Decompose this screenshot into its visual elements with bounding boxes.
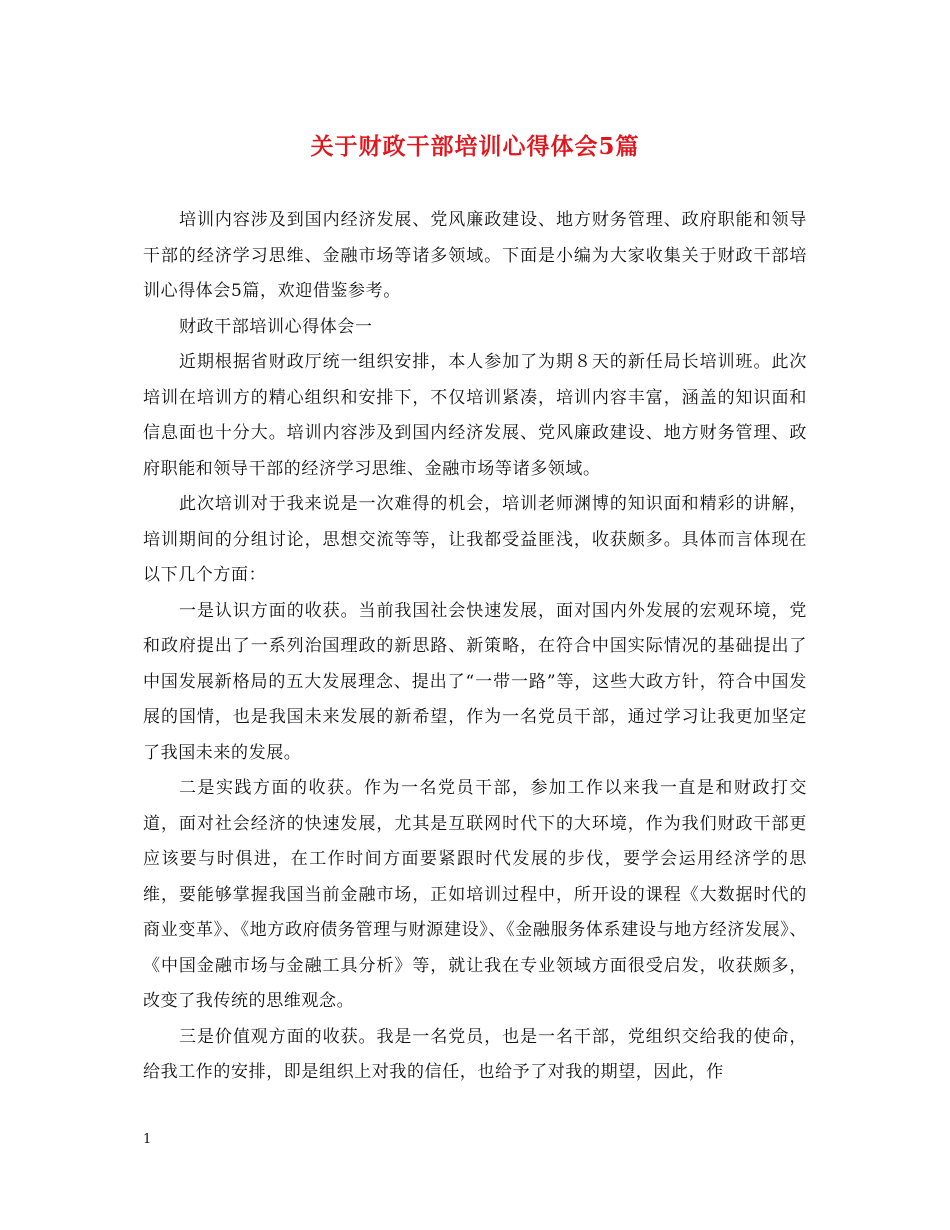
body-paragraph: 此次培训对于我来说是一次难得的机会，培训老师渊博的知识面和精彩的讲解，培训期间的分组讨论，思想交流等等，让我都受益匪浅，收获颇多。具体而言体现在以下几个方面：	[143, 494, 807, 585]
body-paragraph: 一是认识方面的收获。当前我国社会快速发展，面对国内外发展的宏观环境，党和政府提出了一系列治国理政的新思路、新策略，在符合中国实际情况的基础提出了中国发展新格局的五大发展理念、提出了“一带一路”等，这些大政方针，符合中国发展的国情，也是我国未来发展的新希望，作为一名党员干部，通过学习让我更加坚定了我国未来的发展。	[143, 600, 807, 763]
body-paragraph: 三是价值观方面的收获。我是一名党员，也是一名干部，党组织交给我的使命，给我工作的安排，即是组织上对我的信任，也给予了对我的期望，因此，作	[143, 1026, 807, 1082]
section-heading: 财政干部培训心得体会一	[179, 316, 373, 337]
page-number: 1	[143, 1132, 152, 1147]
document-body	[143, 203, 807, 1091]
body-paragraph: 二是实践方面的收获。作为一名党员干部，参加工作以来我一直是和财政打交道，面对社会经济的快速发展，尤其是互联网时代下的大环境，作为我们财政干部更应该要与时俱进，在工作时间方面要紧跟时代发展的步伐，要学会运用经济学的思维，要能够掌握我国当前金融市场，正如培训过程中，所开设的课程《大数据时代的商业变革》、《地方政府债务管理与财源建设》、《金融服务体系建设与地方经济发展》、《中国金融市场与金融工具分析》等，就让我在专业领域方面很受启发，收获颇多，改变了我传统的思维观念。	[143, 778, 807, 1011]
intro-paragraph: 培训内容涉及到国内经济发展、党风廉政建设、地方财务管理、政府职能和领导干部的经济学习思维、金融市场等诸多领域。下面是小编为大家收集关于财政干部培训心得体会5篇，欢迎借鉴参考。	[143, 210, 807, 301]
page-title: 关于财政干部培训心得体会5篇	[310, 133, 640, 160]
body-paragraph: 近期根据省财政厅统一组织安排，本人参加了为期８天的新任局长培训班。此次培训在培训方的精心组织和安排下，不仅培训紧凑，培训内容丰富，涵盖的知识面和信息面也十分大。培训内容涉及到国内经济发展、党风廉政建设、地方财务管理、政府职能和领导干部的经济学习思维、金融市场等诸多领域。	[143, 352, 807, 479]
